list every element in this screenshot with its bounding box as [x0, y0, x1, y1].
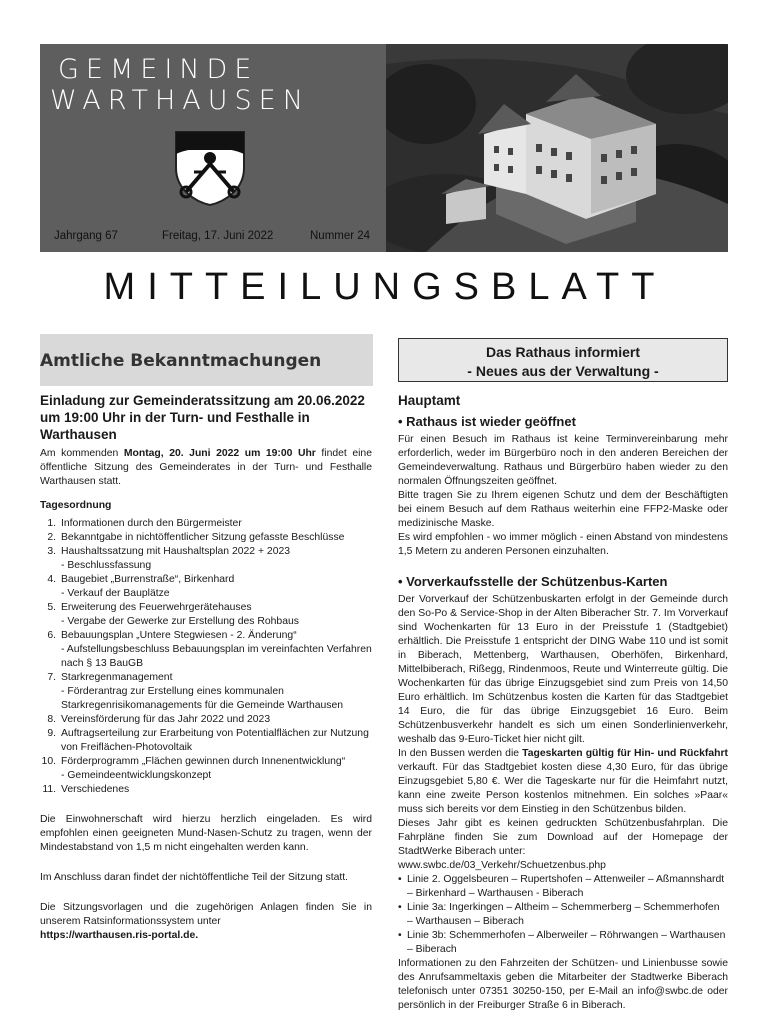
masthead-title: MITTEILUNGSBLATT — [103, 266, 667, 308]
agenda-item — [40, 783, 372, 797]
agenda-item — [40, 545, 372, 573]
agenda-item — [40, 727, 372, 755]
agenda-item-number: 5. — [47, 602, 56, 613]
agenda-item-subtext: - Gemeindeentwicklungskonzept — [61, 770, 212, 781]
agenda-item-subtext: - Förderantrag zur Erstellung eines kommunalen Starkregenrisikomanagements für die Gemeinde Warthausen — [61, 686, 344, 711]
bus-line-item: • Linie 3b: Schemmerhofen – Alberweiler – Röhrwangen – Warthausen – Biberach — [398, 929, 728, 957]
agenda-item-subtext: - Verkauf der Bauplätze — [61, 588, 170, 599]
issue-info-strip — [40, 228, 386, 246]
agenda-item-text: Verschiedenes — [61, 784, 130, 795]
contact-text: Informationen zu den Fahrzeiten der Schützen- und Linienbusse sowie des Anrufsammeltaxis geben die Mitarbeiter der Stadtwerke Biberach telefonisch unter 07351 30250-150, per E-Mail an info@swbc.de oder persönlich in der Freiburger Straße 6 in Biberach. — [398, 958, 728, 1011]
agenda-item-number: 7. — [47, 672, 56, 683]
agenda-item-number: 8. — [47, 714, 56, 725]
town-hall-open-text: Für einen Besuch im Rathaus ist keine Terminvereinbarung mehr erforderlich, weder im Bürgerbüro noch in den anderen Bereichen der Gemeindeverwaltung. Rathaus und Bürgerbüro haben wieder zu den normalen Öffnungszeiten geöffnet. — [398, 434, 728, 487]
municipality-name-line2: WARTHAUSEN — [50, 85, 310, 116]
agenda-item-text: Starkregenmanagement — [61, 672, 173, 683]
meeting-intro: Am kommenden Montag, 20. Juni 2022 um 19:00 Uhr findet eine öffentliche Sitzung des Gemeinderates in der Turn- und Festhalle Warthausen statt. — [40, 448, 372, 487]
section-title: Amtliche Bekanntmachungen — [40, 351, 322, 371]
agenda-label: Tagesordnung — [40, 500, 112, 511]
agenda-item — [40, 671, 372, 713]
agenda-item-text: Bebauungsplan „Untere Stegwiesen - 2. Änderung“ — [61, 630, 297, 641]
meeting-invitation-heading: Einladung zur Gemeinderatssitzung am 20.06.2022 um 19:00 Uhr in der Turn- und Festhalle in Warthausen — [40, 393, 365, 442]
bus-tickets-heading: • Vorverkaufsstelle der Schützenbus-Karten — [398, 574, 668, 589]
right-column — [398, 392, 728, 1013]
agenda-item-text: Erweiterung des Feuerwehrgerätehauses — [61, 602, 252, 613]
agenda-item — [40, 531, 372, 545]
agenda-item-number: 4. — [47, 574, 56, 585]
timetable-url[interactable]: www.swbc.de/03_Verkehr/Schuetzenbus.php — [398, 860, 606, 871]
agenda-item-number: 2. — [47, 532, 56, 543]
left-column — [40, 392, 372, 943]
agenda-item — [40, 713, 372, 727]
issue-date: Freitag, 17. Juni 2022 — [162, 230, 274, 242]
agenda-item — [40, 629, 372, 671]
info-box-line1: Das Rathaus informiert — [485, 344, 641, 360]
section-header — [40, 334, 373, 386]
agenda-item-text: Haushaltssatzung mit Haushaltsplan 2022 + 2023 — [61, 546, 291, 557]
town-hall-open-heading: • Rathaus ist wieder geöffnet — [398, 414, 576, 429]
castle-aerial-photo — [386, 44, 728, 252]
volume-label: Jahrgang 67 — [54, 230, 118, 242]
agenda-item-text: Vereinsförderung für das Jahr 2022 und 2023 — [61, 714, 271, 725]
info-box-line2: - Neues aus der Verwaltung - — [467, 363, 659, 379]
agenda-item — [40, 573, 372, 601]
agenda-item-text: Förderprogramm „Flächen gewinnen durch Innenentwicklung“ — [61, 756, 346, 767]
agenda-item-text: Auftragserteilung zur Erarbeitung von Potentialflächen zur Nutzung von Freiflächen-Photovoltaik — [61, 728, 369, 753]
agenda-item-number: 11. — [42, 784, 56, 795]
agenda-item-number: 10. — [41, 756, 56, 767]
coat-of-arms-icon — [172, 128, 248, 206]
agenda-item — [40, 601, 372, 629]
town-hall-info-box — [398, 338, 728, 382]
agenda-item-number: 3. — [47, 546, 56, 557]
issue-number: Nummer 24 — [310, 230, 371, 242]
agenda-item-subtext: - Aufstellungsbeschluss Bebauungsplan im vereinfachten Verfahren nach § 13 BauGB — [61, 644, 372, 669]
agenda-item-number: 1. — [47, 518, 56, 529]
bus-lines-list — [398, 873, 728, 957]
municipality-name-line1: GEMEINDE — [58, 54, 259, 85]
timetable-text: Dieses Jahr gibt es keinen gedruckten Schützenbusfahrplan. Die Fahrpläne finden Sie zum Download auf der Homepage der StadtWerke Biberach unter: — [398, 818, 728, 857]
agenda-list — [40, 517, 372, 797]
invitation-paragraph: Die Einwohnerschaft wird hierzu herzlich eingeladen. Es wird empfohlen einen geeigneten Mund-Nasen-Schutz zu tragen, wenn der Mindestabstand von 1,5 m nicht eingehalten werden kann. — [40, 814, 372, 853]
agenda-item-text: Bekanntgabe in nichtöffentlicher Sitzung gefasste Beschlüsse — [61, 532, 345, 543]
ris-portal-link[interactable]: https://warthausen.ris-portal.de. — [40, 930, 199, 941]
agenda-item — [40, 517, 372, 531]
day-ticket-text: In den Bussen werden die Tageskarten gültig für Hin- und Rückfahrt verkauft. Für das Stadtgebiet kosten diese 4,30 Euro, für das übrige Einzugsgebiet 5,80 €. Wer die Tageskarte nur für die Heimfahrt nutzt, kann eine zweite Person kostenlos mitnehmen. Ein solches »Paar« muss sich bereits vor dem Einstieg in den Schützenbus bilden. — [398, 748, 728, 815]
agenda-item-number: 9. — [47, 728, 56, 739]
distance-text: Es wird empfohlen - wo immer möglich - einen Abstand von mindestens 1,5 Metern zu anderen Personen einzuhalten. — [398, 532, 728, 557]
closed-session-paragraph: Im Anschluss daran findet der nichtöffentliche Teil der Sitzung statt. — [40, 872, 349, 883]
bus-line-item: • Linie 2. Oggelsbeuren – Rupertshofen – Attenweiler – Aßmannshardt – Birkenhard – Warthausen - Biberach — [398, 873, 728, 901]
agenda-item — [40, 755, 372, 783]
agenda-item-subtext: - Beschlussfassung — [61, 560, 152, 571]
documents-paragraph: Die Sitzungsvorlagen und die zugehörigen Anlagen finden Sie in unserem Ratsinformationssystem unter — [40, 902, 372, 927]
agenda-item-subtext: - Vergabe der Gewerke zur Erstellung des Rohbaus — [61, 616, 299, 627]
agenda-item-text: Informationen durch den Bürgermeister — [61, 518, 242, 529]
bus-line-item: • Linie 3a: Ingerkingen – Altheim – Schemmerberg – Schemmerhofen – Warthausen – Biberach — [398, 901, 728, 929]
department-heading: Hauptamt — [398, 393, 461, 408]
mask-text: Bitte tragen Sie zu Ihrem eigenen Schutz und dem der Beschäftigten bei einem Besuch auf dem Rathaus weiterhin eine FFP2-Maske oder medizinische Maske. — [398, 490, 728, 529]
agenda-item-number: 6. — [47, 630, 56, 641]
agenda-item-text: Baugebiet „Burrenstraße“, Birkenhard — [61, 574, 235, 585]
bus-presale-text: Der Vorverkauf der Schützenbuskarten erfolgt in der Gemeinde durch den So-Po & Service-Shop in der Alten Biberacher Str. 7. Im Vorverkauf sind Wochenkarten für 13 Euro in der Preisstufe 1 (Stadtgebiet) erhältlich. Die Preisstufe 1 entspricht der DING Wabe 110 und ist somit in Biberach, Mettenberg, Warthausen, Oberhöfen, Birkenhard, Mittelbiberach, Rißegg, Rindenmoos, Reute und Winterreute gültig. Die Wochenkarten für das übrige Einzugsgebiet sind zum Preis von 14,50 Euro erhältlich. Im Schützenbus kosten die Karten für das Stadtgebiet 14 Euro, die für das übrige Einzugsgebiet 16 Euro. Beim Schützenbusverkehr handelt es sich um einen Sonderlinienverkehr, weshalb das 9-Euro-Ticket hier nicht gilt. — [398, 594, 728, 745]
